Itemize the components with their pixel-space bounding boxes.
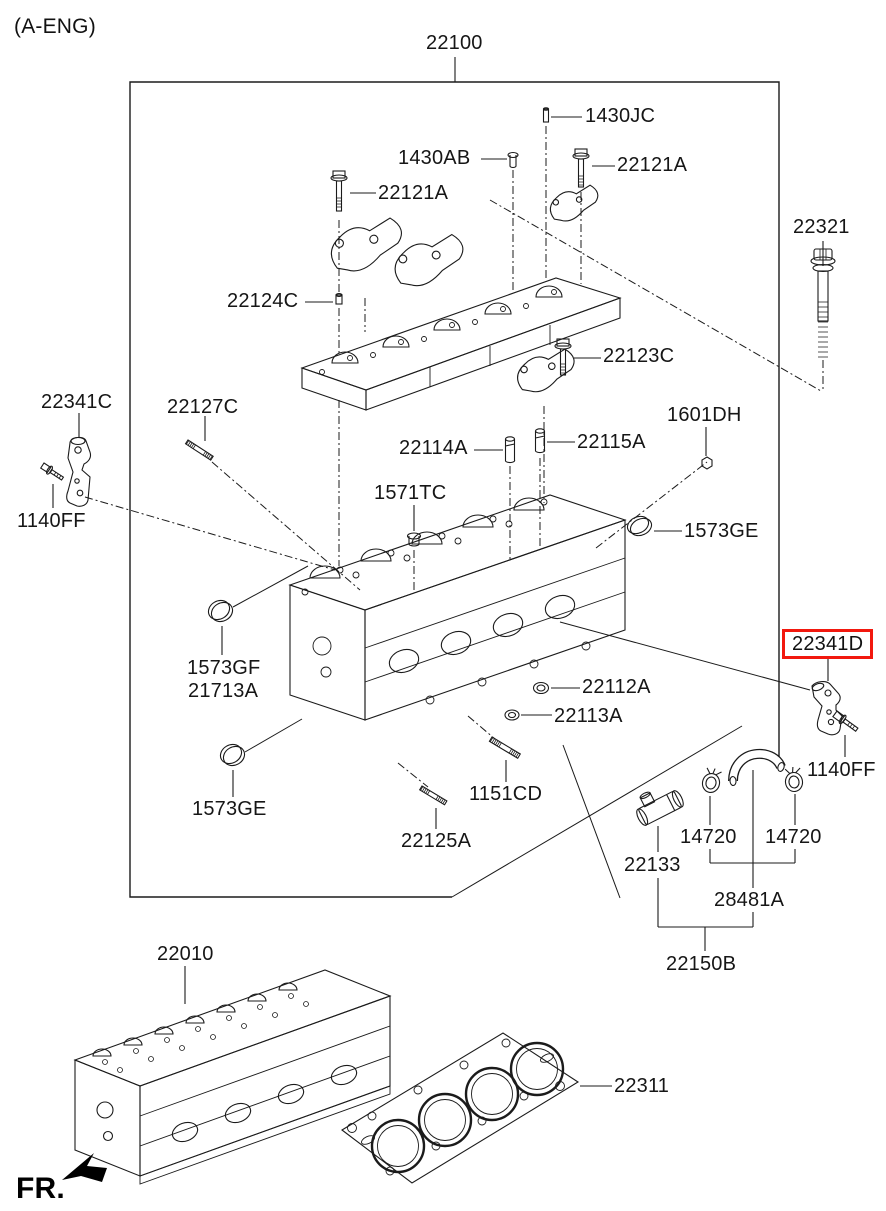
dowel-pin-1430ab — [508, 153, 518, 168]
part-label-22341d-highlighted[interactable]: 22341D — [782, 629, 873, 659]
part-label-1140ff-right[interactable]: 1140FF — [807, 759, 876, 781]
part-label-22010[interactable]: 22010 — [157, 943, 214, 965]
cup-plug-1573ge-bottom — [217, 741, 248, 770]
seal-ring-22112a — [534, 683, 549, 694]
part-label-28481a[interactable]: 28481A — [714, 889, 785, 911]
part-label-1430ab[interactable]: 1430AB — [398, 147, 471, 169]
part-label-21713a[interactable]: 21713A — [188, 680, 259, 702]
part-label-22114a[interactable]: 22114A — [399, 437, 468, 459]
part-label-22121a-left[interactable]: 22121A — [378, 182, 449, 204]
cylinder-head-drawing — [290, 495, 625, 720]
camshaft-bearing-caps — [325, 183, 602, 396]
cylinder-head-bolt-22321 — [811, 249, 835, 357]
part-label-14720-left[interactable]: 14720 — [680, 826, 737, 848]
part-label-22115a[interactable]: 22115A — [577, 431, 646, 453]
assembled-cylinder-head-drawing — [75, 970, 390, 1184]
part-label-1571tc[interactable]: 1571TC — [374, 482, 447, 504]
part-label-22125a[interactable]: 22125A — [401, 830, 472, 852]
part-label-1573gf[interactable]: 1573GF — [187, 657, 261, 679]
part-label-1573ge-bottom[interactable]: 1573GE — [192, 798, 267, 820]
part-label-1140ff-left[interactable]: 1140FF — [17, 510, 86, 532]
fr-direction-arrow — [62, 1153, 107, 1182]
part-label-22123c[interactable]: 22123C — [603, 345, 675, 367]
leader-lines — [53, 57, 845, 1086]
part-label-1151cd[interactable]: 1151CD — [469, 783, 543, 805]
seal-ring-22113a — [505, 710, 519, 720]
cup-plug-1573gf — [205, 597, 236, 626]
part-label-1573ge-right[interactable]: 1573GE — [684, 520, 759, 542]
cup-plug-1573ge-right — [625, 513, 655, 539]
flange-bolt-22121a-left — [331, 171, 347, 211]
part-label-fr: FR. — [16, 1172, 65, 1205]
valve-guide-22115a — [536, 429, 545, 453]
valve-guide-22114a — [506, 437, 515, 463]
assembly-boundary-box — [130, 82, 779, 897]
flange-bolt-22123c — [555, 339, 571, 375]
part-label-22112a[interactable]: 22112A — [582, 676, 651, 698]
part-label-22121a-right[interactable]: 22121A — [617, 154, 688, 176]
projection-lines-solid — [233, 566, 810, 898]
stud-bolt-22127c — [186, 440, 214, 460]
hose-28481a — [730, 754, 786, 786]
hose-clamp-14720-left — [701, 767, 723, 794]
part-label-22113a[interactable]: 22113A — [554, 705, 623, 727]
part-label-22100[interactable]: 22100 — [426, 32, 483, 54]
part-label-22133[interactable]: 22133 — [624, 854, 681, 876]
flange-bolt-22121a-right — [573, 149, 589, 187]
flange-bolt-1140ff-right — [832, 710, 860, 734]
camshaft-carrier-drawing — [302, 278, 620, 410]
bracket-22341d — [811, 682, 842, 735]
part-label-22321[interactable]: 22321 — [793, 216, 850, 238]
water-pipe-22133 — [629, 779, 685, 827]
dowel-pin-1430jc — [544, 108, 549, 122]
part-label-a-eng: (A-ENG) — [14, 15, 96, 38]
part-label-14720-right[interactable]: 14720 — [765, 826, 822, 848]
part-label-1430jc[interactable]: 1430JC — [585, 105, 656, 127]
stud-bolt-1151cd — [489, 737, 520, 758]
part-label-22311[interactable]: 22311 — [614, 1075, 670, 1097]
flange-bolt-1140ff-left — [40, 462, 65, 483]
part-label-1601dh[interactable]: 1601DH — [667, 404, 742, 426]
stud-bolt-22125a — [420, 786, 447, 805]
hex-plug-1601dh — [702, 457, 712, 469]
part-label-22124c[interactable]: 22124C — [227, 290, 299, 312]
hose-clamp-14720-right — [783, 766, 803, 793]
bracket-22341c — [67, 437, 91, 506]
part-label-22341c[interactable]: 22341C — [41, 391, 113, 413]
part-label-22150b[interactable]: 22150B — [666, 953, 737, 975]
head-gasket-drawing — [342, 1033, 578, 1183]
dowel-pin-22124c — [336, 294, 342, 304]
part-label-22127c[interactable]: 22127C — [167, 396, 239, 418]
